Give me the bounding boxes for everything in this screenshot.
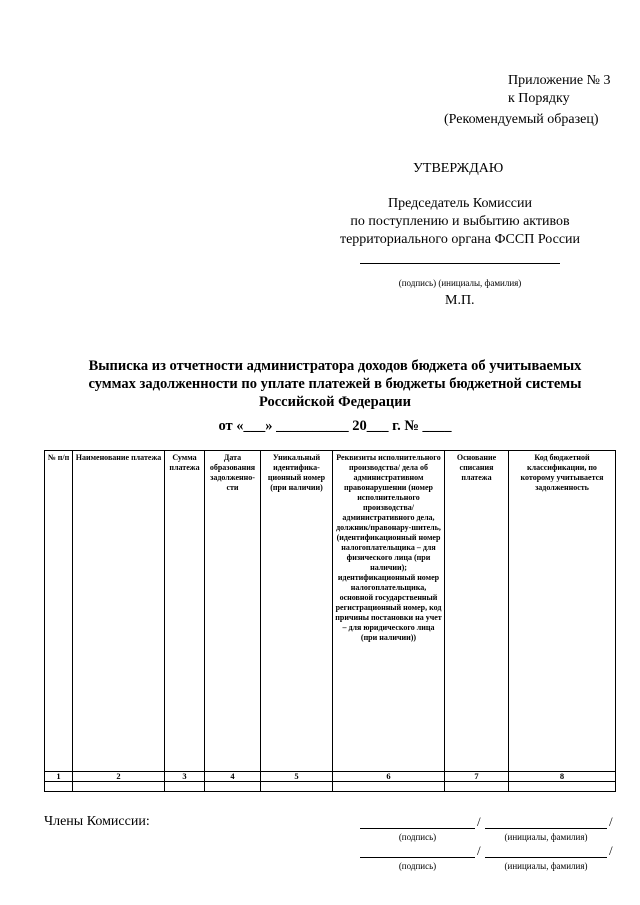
stamp-placeholder: М.П. xyxy=(445,293,475,308)
approver-signature-caption: (подпись) (инициалы, фамилия) xyxy=(398,278,522,288)
column-header-amount: Сумма платежа xyxy=(165,451,205,772)
report-table xyxy=(44,450,616,792)
column-number: 4 xyxy=(205,772,261,782)
document-title-line3: Российской Федерации xyxy=(258,394,411,410)
document-title-line1: Выписка из отчетности администратора доходов бюджета об учитываемых xyxy=(88,358,582,374)
column-header-number: № п/п xyxy=(45,451,73,772)
approver-position-line1: Председатель Комиссии xyxy=(388,196,532,211)
member2-signature-line xyxy=(360,857,475,858)
member2-name-line xyxy=(485,857,607,858)
column-number: 5 xyxy=(261,772,333,782)
document-date-number-line: от «___» __________ 20___ г. № ____ xyxy=(218,418,452,434)
member2-name-caption: (инициалы, фамилия) xyxy=(504,861,588,871)
member1-slash-end: / xyxy=(609,814,613,829)
column-number: 1 xyxy=(45,772,73,782)
column-number: 6 xyxy=(333,772,445,782)
appendix-reference: к Порядку xyxy=(508,91,570,106)
column-number: 8 xyxy=(509,772,616,782)
member2-slash-end: / xyxy=(609,843,613,858)
column-header-debt-date: Дата образования задолженно-сти xyxy=(205,451,261,772)
document-title-line2: суммах задолженности по уплате платежей в бюджеты бюджетной системы xyxy=(88,376,582,392)
approver-position-line3: территориального органа ФССП России xyxy=(339,232,581,247)
column-header-payment-name: Наименование платежа xyxy=(73,451,165,772)
commission-members-label: Члены Комиссии: xyxy=(44,814,150,829)
column-header-write-off-basis: Основание списания платежа xyxy=(445,451,509,772)
column-header-proceedings-details: Реквизиты исполнительного производства/ дела об административном правонарушении (номер исполнительного производства/ административного дела, должник/правонару-шитель, (идентификационный номер налогоплательщика – для физического лица (при наличии); идентификационный номер налогоплательщика, основной государственный регистрационный номер, код причины постановки на учет – для юридического лица (при наличии)) xyxy=(333,451,445,772)
member2-slash: / xyxy=(477,843,481,858)
column-number: 7 xyxy=(445,772,509,782)
member2-signature-caption: (подпись) xyxy=(398,861,437,871)
table-header-row xyxy=(45,451,616,772)
approver-signature-line xyxy=(360,263,560,264)
member1-signature-line xyxy=(360,828,475,829)
column-number: 3 xyxy=(165,772,205,782)
column-header-unique-id: Уникальный идентифика-ционный номер (при наличии) xyxy=(261,451,333,772)
column-numbers-row xyxy=(45,772,616,782)
appendix-number: Приложение № 3 xyxy=(508,73,611,88)
member1-name-caption: (инициалы, фамилия) xyxy=(504,832,588,842)
column-number: 2 xyxy=(73,772,165,782)
member1-signature-caption: (подпись) xyxy=(398,832,437,842)
member1-name-line xyxy=(485,828,607,829)
member1-slash: / xyxy=(477,814,481,829)
column-header-budget-code: Код бюджетной классификации, по которому учитывается задолженность xyxy=(509,451,616,772)
recommended-sample-label: (Рекомендуемый образец) xyxy=(444,112,599,127)
approve-heading: УТВЕРЖДАЮ xyxy=(413,161,504,176)
empty-data-row xyxy=(45,782,616,792)
approver-position-line2: по поступлению и выбытию активов xyxy=(350,214,570,229)
